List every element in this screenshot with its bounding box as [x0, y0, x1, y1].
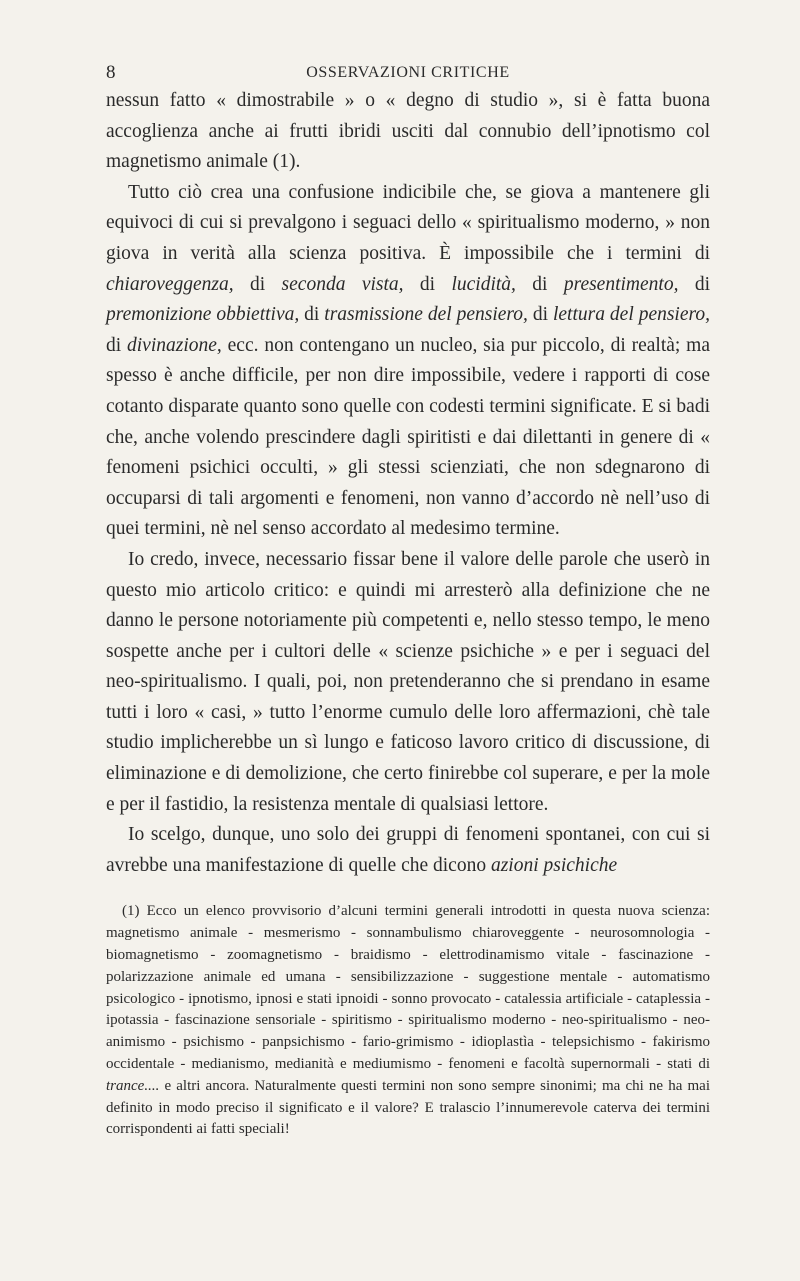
term-lucidita: lucidità,: [451, 273, 516, 295]
footnote-1-text-a: (1) Ecco un elenco provvisorio d’alcuni termini generali introdotti in questa nuova scienza: magnetismo animale - mesmerismo - sonnambulismo chiaroveggente - neurosomnologia - biomagnetismo - zoomagnetismo - braidismo - elettrodinamismo vitale - fascinazione - polarizzazione animale ed umana - sensibilizzazione - suggestione mentale - automatismo psicologico - ipnotismo, ipnosi e stati ipnoidi - sonno provocato - catalessia artificiale - cataplessia - ipotassia - fascinazione sensoriale - spiritismo - spiritualismo moderno - neo-spiritualismo - neo-animismo - psichismo - panpsichismo - fario-grimismo - idioplastìa - telepsichismo - fakirismo occidentale - medianismo, medianità e mediumismo - fenomeni e facoltà supernormali - stati di: [106, 903, 710, 1073]
term-lettura-del-pensiero: lettura del pensiero,: [552, 304, 710, 326]
footnote-1: [106, 901, 710, 1141]
term-divinazione: divinazione,: [127, 334, 222, 356]
paragraph-2-text-b: di: [233, 273, 282, 295]
term-seconda-vista: seconda vista,: [281, 273, 404, 295]
page-header: [106, 62, 710, 86]
term-azioni-psichiche: azioni psichiche: [490, 854, 618, 876]
running-head: OSSERVAZIONI CRITICHE: [306, 64, 510, 81]
page-number: 8: [106, 62, 116, 83]
paragraph-2-text-d: di: [515, 273, 564, 295]
term-premonizione-obbiettiva: premonizione obbiettiva,: [106, 304, 300, 326]
paragraph-2-text-f: di: [299, 304, 325, 326]
paragraph-2-text-h: di: [106, 334, 128, 356]
paragraph-2-text-rest: ecc. non contengano un nucleo, sia pur piccolo, di realtà; ma spesso è anche difficile, per non dire impossibile, vedere i rapporti di cose cotanto disparate quanto sono quelle con codesti termini significate. E si badi che, anche volendo prescindere dagli spiritisti e dai dilettanti in genere di « fenomeni psichici occulti, » gli stessi scienziati, che non sdegnarono di occuparsi di tali argomenti e fenomeni, non vanno d’accordo nè nell’uso di quei termini, nè nel senso accordato al medesimo termine.: [106, 334, 710, 540]
paragraph-4-text-a: Io scelgo, dunque, uno solo dei gruppi di fenomeni spontanei, con cui si avrebbe una manifestazione di quelle che dicono: [106, 824, 710, 876]
paragraph-2-text-a: Tutto ciò crea una confusione indicibile che, se giova a mantenere gli equivoci di cui si prevalgono i seguaci dello « spiritualismo moderno, » non giova in verità alla scienza positiva. È impossibile che i termini di: [106, 181, 710, 264]
main-text: [106, 86, 710, 881]
paragraph-2-text-g: di: [527, 304, 553, 326]
paragraph-3: Io credo, invece, necessario fissar bene il valore delle parole che userò in questo mio articolo critico: e quindi mi arresterò alla definizione che ne danno le persone notoriamente più competenti e, nello stesso tempo, le meno sospette anche per i cultori delle « scienze psichiche » e per i seguaci del neo-spiritualismo. I quali, poi, non pretenderanno che si prendano in esame tutti i loro « casi, » tutto l’enorme cumulo delle loro affermazioni, chè tale studio implicherebbe un sì lungo e faticoso lavoro critico di discussione, di eliminazione e di demolizione, che certo finirebbe col superare, e per la mole e per il fastidio, la resistenza mentale di qualsiasi lettore.: [106, 548, 710, 815]
paragraph-4: [106, 820, 710, 881]
paragraph-1: nessun fatto « dimostrabile » o « degno di studio », si è fatta buona accoglienza anche ai frutti ibridi usciti dal connubio dell’ipnotismo col magnetismo animale (1).: [106, 90, 710, 173]
term-trance: trance....: [106, 1077, 160, 1094]
book-page: [106, 62, 710, 1141]
paragraph-2-text-c: di: [403, 273, 452, 295]
footnote-1-text-b: e altri ancora. Naturalmente questi termini non sono sempre sinonimi; ma chi ne ha mai definito in modo preciso il significato e il valore? E tralascio l’innumerevole caterva dei termini corrispondenti ai fatti speciali!: [106, 1077, 710, 1138]
paragraph-2: [106, 178, 710, 545]
paragraph-2-text-e: di: [678, 273, 711, 295]
term-presentimento: presentimento,: [563, 273, 679, 295]
footnote-block: [106, 901, 710, 1141]
term-chiaroveggenza: chiaroveggenza,: [106, 273, 234, 295]
term-trasmissione-del-pensiero: trasmissione del pensiero,: [324, 304, 528, 326]
